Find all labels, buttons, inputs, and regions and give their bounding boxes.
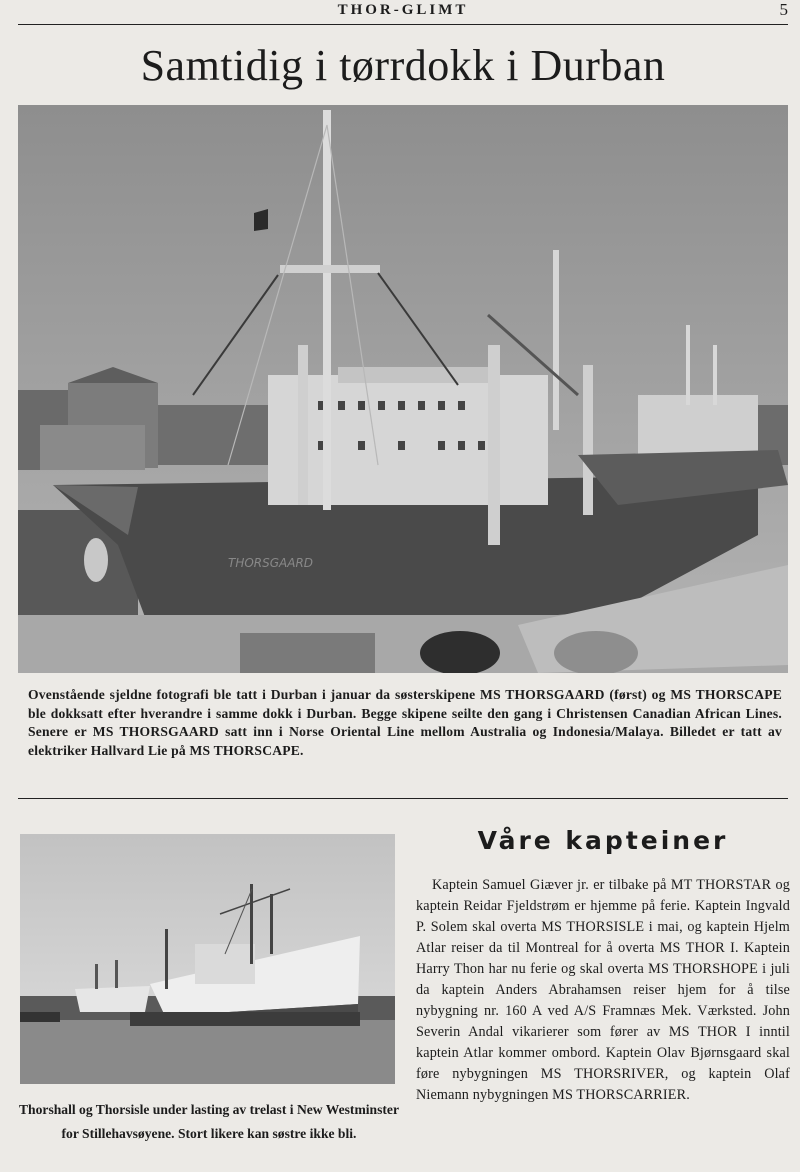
article-body: Kaptein Samuel Giæver jr. er tilbake på MT THORSTAR og kaptein Reidar Fjeldstrøm er hjemme på ferie. Kaptein Ingvald P. Solem skal overta MS THORSISLE i mai, og kaptein Hjelm Atlar reiser da til Montreal for å overta MS THOR I. Kaptein Harry Thon har nu ferie og skal overta MS THORSHOPE i juli da kaptein Anders Abrahamsen reiser hjem for å tilse nybygning nr. 160 A ved A/S Framnæs Mek. Værksted. John Severin Andal vikarierer som fører av MS THOR I inntil kaptein Atlar kommer ombord. Kaptein Olav Bjørnsgaard skal føre nybygningen MS THORSRIVER, og kaptein Olaf Niemann nybygningen MS THORSCARRIER. xyxy=(416,877,790,1103)
loading-photo-caption: Thorshall og Thorsisle under lasting av trelast i New Westminster for Stillehavsøyene. Stort likere kan søstre ikke bli. xyxy=(18,1102,399,1141)
page-number: 5 xyxy=(779,0,788,19)
main-photo-caption: Ovenstående sjeldne fotografi ble tatt i Durban i januar da søsterskipene MS THORSGAARD (først) og MS THORSCAPE ble dokksatt efter hverandre i samme dokk i Durban. Begge skipene seilte den gang i Christensen Canadian African Lines. Senere er MS THORSGAARD satt inn i Norse Oriental Line mellom Australia og Indonesia/Malaya. Billedet er tatt av elektriker Hallvard Lie på MS THORSCAPE. xyxy=(28,687,782,758)
hull-name-text: THORSGAARD xyxy=(228,556,314,570)
magazine-title: THOR-GLIMT xyxy=(337,2,469,18)
section-title: Våre kapteiner xyxy=(477,826,729,855)
drydock-photo xyxy=(18,105,788,673)
page-header xyxy=(18,0,788,25)
article-headline: Samtidig i tørrdokk i Durban xyxy=(140,41,666,90)
section-divider xyxy=(18,798,788,799)
loading-photo xyxy=(20,834,395,1084)
